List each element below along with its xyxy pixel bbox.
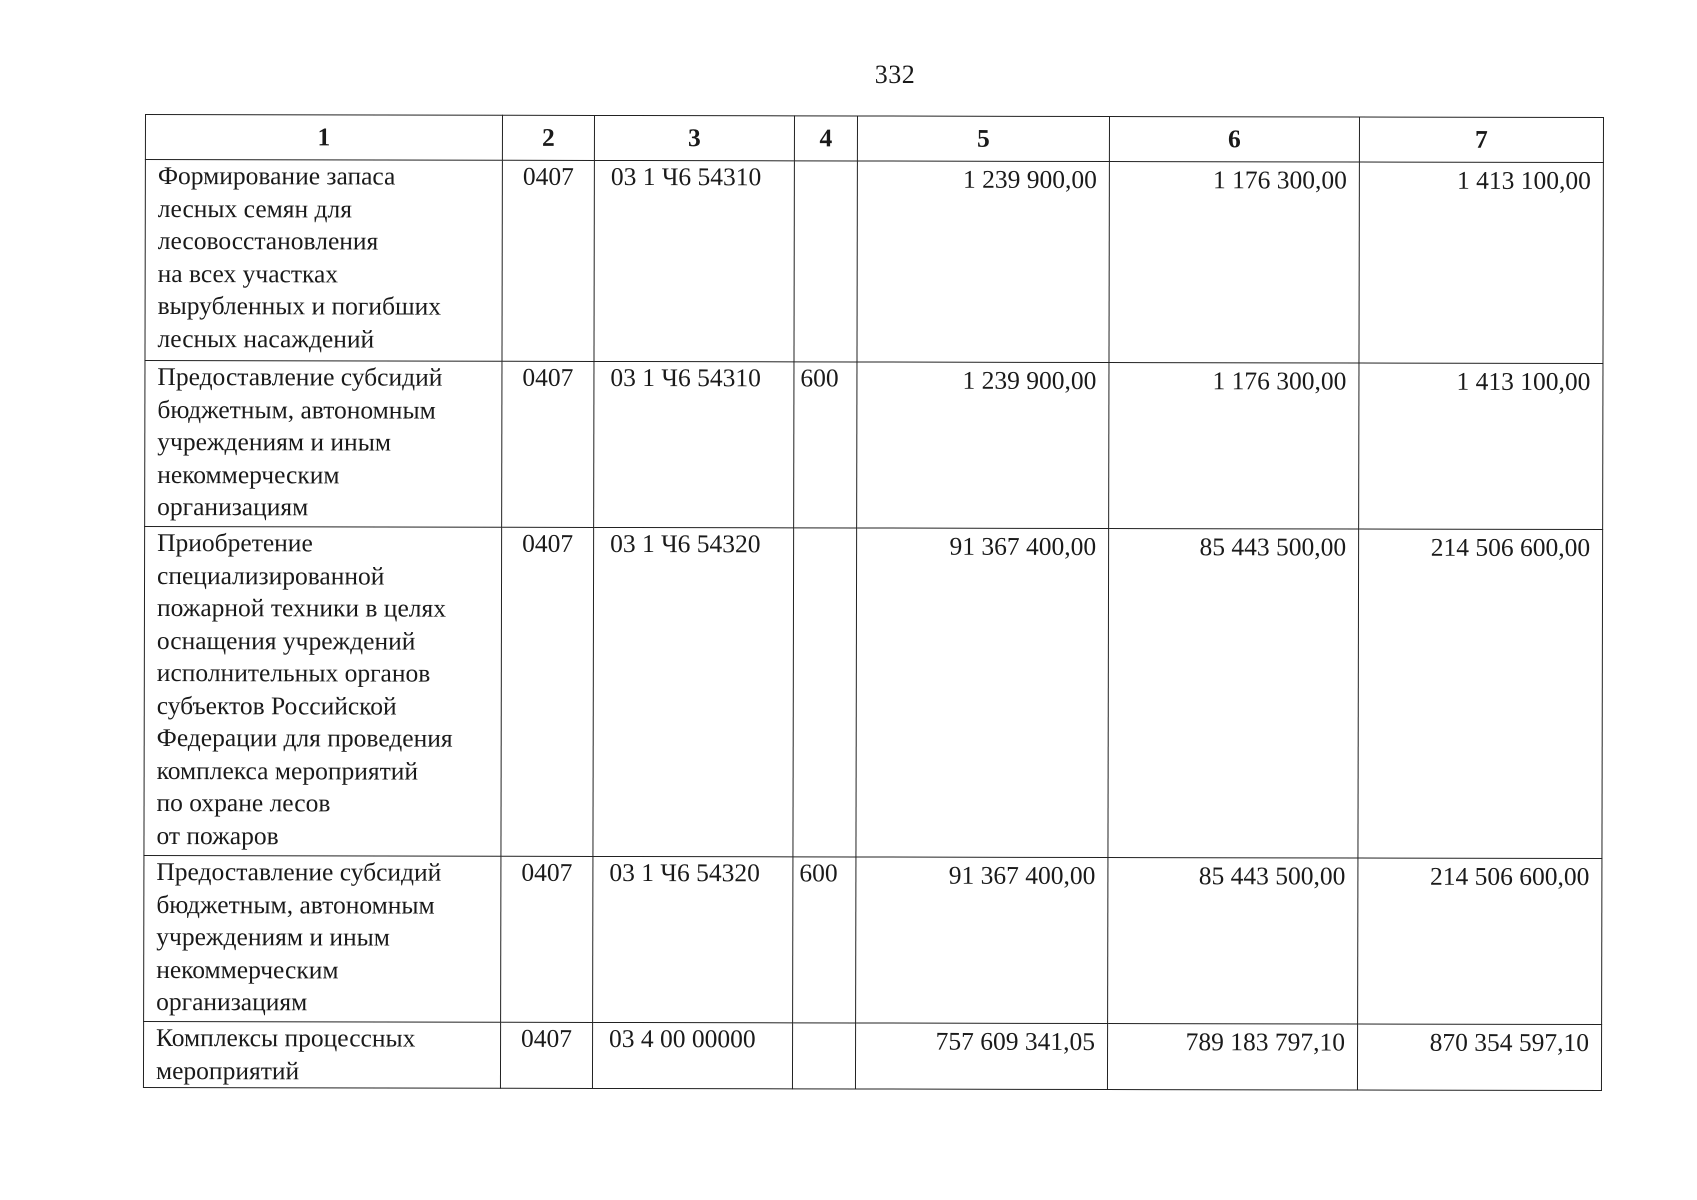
cell-amount-2: 789 183 797,10 [1107, 1024, 1357, 1091]
cell-name: Формирование запаса лесных семян для лесовосстановления на всех участках вырубленных и погибших лесных насаждений [145, 160, 502, 362]
column-header-amount-1: 5 [857, 116, 1109, 162]
cell-expense-type: 600 [794, 362, 857, 528]
cell-section: 0407 [501, 856, 593, 1022]
table-header-row [145, 115, 1603, 163]
cell-target-article: 03 1 Ч6 54320 [593, 527, 794, 856]
table-row [144, 527, 1603, 859]
cell-section: 0407 [500, 1022, 592, 1088]
cell-amount-3: 1 413 100,00 [1359, 162, 1603, 364]
cell-amount-3: 870 354 597,10 [1357, 1024, 1601, 1091]
table-row [144, 855, 1602, 1024]
column-header-amount-2: 6 [1109, 117, 1359, 163]
budget-table [143, 114, 1604, 1091]
cell-amount-1: 1 239 900,00 [857, 362, 1109, 529]
cell-section: 0407 [502, 160, 594, 361]
cell-amount-3: 214 506 600,00 [1358, 529, 1603, 859]
cell-amount-2: 1 176 300,00 [1109, 162, 1359, 364]
cell-expense-type [793, 528, 857, 857]
cell-amount-1: 91 367 400,00 [856, 528, 1109, 858]
cell-target-article: 03 4 00 00000 [592, 1022, 792, 1088]
cell-name: Приобретение специализированной пожарной техники в целях оснащения учреждений исполнительных органов субъектов Российской Федерации для проведения комплекса мероприятий по охране лесов от пожаров [144, 527, 502, 857]
column-header-section: 2 [502, 115, 594, 160]
cell-amount-2: 85 443 500,00 [1108, 529, 1359, 859]
cell-expense-type [792, 1023, 855, 1089]
cell-target-article: 03 1 Ч6 54310 [594, 160, 794, 361]
column-header-amount-3: 7 [1359, 117, 1603, 163]
cell-target-article: 03 1 Ч6 54310 [594, 361, 794, 527]
cell-amount-1: 757 609 341,05 [855, 1023, 1107, 1090]
cell-target-article: 03 1 Ч6 54320 [593, 856, 793, 1022]
cell-amount-3: 214 506 600,00 [1358, 858, 1602, 1025]
cell-amount-2: 1 176 300,00 [1109, 363, 1359, 530]
cell-amount-1: 91 367 400,00 [856, 857, 1108, 1024]
cell-expense-type [794, 161, 857, 362]
cell-amount-1: 1 239 900,00 [857, 161, 1109, 363]
cell-amount-2: 85 443 500,00 [1108, 858, 1358, 1025]
cell-expense-type: 600 [793, 857, 856, 1023]
cell-amount-3: 1 413 100,00 [1359, 363, 1603, 530]
column-header-target-article: 3 [594, 115, 794, 160]
cell-name: Комплексы процессных мероприятий [143, 1021, 500, 1088]
cell-name: Предоставление субсидий бюджетным, автономным учреждениям и иным некоммерческим организациям [145, 361, 502, 528]
table-row [145, 361, 1603, 530]
table-row [143, 1021, 1601, 1090]
cell-section: 0407 [501, 527, 594, 856]
page-number: 332 [874, 60, 916, 89]
cell-name: Предоставление субсидий бюджетным, автономным учреждениям и иным некоммерческим организациям [144, 855, 501, 1022]
column-header-expense-type: 4 [794, 116, 857, 161]
table-row [145, 160, 1603, 364]
column-header-name: 1 [145, 115, 502, 161]
cell-section: 0407 [502, 361, 594, 527]
